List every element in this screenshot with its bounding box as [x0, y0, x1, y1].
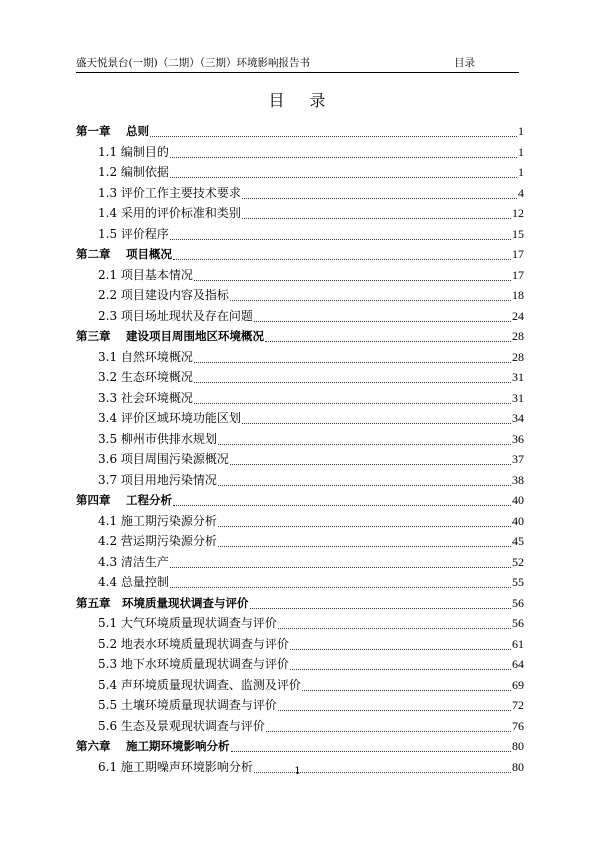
toc-entry-page: 69 [512, 677, 524, 692]
toc-entry-page: 40 [512, 513, 524, 528]
toc-chapter-entry[interactable] [76, 736, 524, 757]
toc-entry-title: 第六章 施工期环境影响分析 [76, 739, 230, 753]
dot-leader [278, 697, 511, 711]
dot-leader [194, 349, 511, 363]
toc-chapter-entry[interactable] [76, 593, 524, 614]
running-header [76, 55, 519, 71]
toc-title-char-2: 录 [309, 91, 327, 110]
toc-entry-title: 5.4 声环境质量现状调查、监测及评价 [98, 677, 301, 692]
toc-section-entry[interactable] [76, 224, 524, 245]
toc-entry-title: 3.4 评价区域环境功能区划 [98, 411, 241, 425]
toc-entry-page: 36 [512, 431, 524, 446]
toc-entry-page: 40 [512, 493, 524, 507]
toc-entry-title: 2.3 项目场址现状及存在问题 [98, 308, 253, 323]
dot-leader [218, 533, 511, 547]
toc-entry-title: 第三章 建设项目周围地区环境概况 [76, 329, 265, 343]
toc-section-entry[interactable] [76, 634, 524, 655]
header-section-label: 目录 [454, 57, 475, 69]
toc-entry-page: 18 [512, 288, 524, 302]
toc-entry-page: 52 [512, 554, 524, 569]
toc-chapter-entry[interactable] [76, 326, 524, 347]
toc-title [0, 91, 595, 111]
toc-entry-title: 1.1 编制目的 [98, 144, 169, 159]
dot-leader [170, 164, 517, 178]
toc-entry-page: 56 [512, 595, 524, 610]
toc-entry-page: 38 [512, 472, 524, 487]
toc-entry-title: 3.6 项目周围污染源概况 [98, 452, 229, 466]
toc-entry-title: 第五章 环境质量现状调查与评价 [76, 595, 249, 610]
dot-leader [194, 390, 511, 404]
dot-leader [231, 738, 511, 752]
toc-entry-title: 3.2 生态环境概况 [98, 370, 193, 384]
header-report-title: 盛天悦景台(一期)（二期）（三期）环境影响报告书 [76, 57, 310, 69]
toc-entry-page: 31 [512, 390, 524, 405]
toc-section-entry[interactable] [76, 654, 524, 675]
toc-entry-page: 17 [512, 267, 524, 282]
dot-leader [254, 308, 511, 322]
dot-leader [173, 246, 511, 260]
table-of-contents [76, 121, 524, 777]
toc-entry-title: 5.1 大气环境质量现状调查与评价 [98, 616, 277, 630]
toc-entry-title: 4.4 总量控制 [98, 575, 169, 589]
toc-section-entry[interactable] [76, 347, 524, 368]
page-number: 1 [294, 766, 301, 777]
toc-entry-title: 5.3 地下水环境质量现状调查与评价 [98, 657, 289, 671]
toc-entry-title: 4.1 施工期污染源分析 [98, 513, 217, 528]
toc-entry-title: 1.3 评价工作主要技术要求 [98, 185, 241, 200]
toc-entry-title: 2.2 项目建设内容及指标 [98, 288, 229, 302]
toc-section-entry[interactable] [76, 367, 524, 388]
toc-section-entry[interactable] [76, 408, 524, 429]
dot-leader [242, 185, 517, 199]
toc-entry-page: 76 [512, 718, 524, 733]
toc-entry-page: 4 [518, 185, 524, 200]
toc-entry-page: 34 [512, 411, 524, 425]
toc-entry-page: 1 [518, 124, 524, 138]
toc-section-entry[interactable] [76, 449, 524, 470]
dot-leader [170, 226, 511, 240]
toc-section-entry[interactable] [76, 613, 524, 634]
toc-entry-title: 3.5 柳州市供排水规划 [98, 431, 217, 446]
dot-leader [218, 431, 511, 445]
toc-entry-page: 72 [512, 698, 524, 712]
toc-entry-page: 28 [512, 329, 524, 343]
toc-entry-title: 5.5 土壤环境质量现状调查与评价 [98, 698, 277, 712]
toc-entry-page: 80 [512, 759, 524, 774]
toc-section-entry[interactable] [76, 511, 524, 532]
toc-entry-page: 17 [512, 247, 524, 261]
dot-leader [278, 615, 511, 629]
dot-leader [242, 410, 511, 424]
toc-entry-title: 4.3 清洁生产 [98, 554, 169, 569]
toc-entry-page: 61 [512, 636, 524, 651]
dot-leader [230, 451, 511, 465]
toc-section-entry[interactable] [76, 203, 524, 224]
dot-leader [194, 369, 511, 383]
toc-entry-page: 55 [512, 575, 524, 589]
toc-entry-page: 45 [512, 534, 524, 548]
dot-leader [194, 267, 511, 281]
toc-section-entry[interactable] [76, 162, 524, 183]
toc-section-entry[interactable] [76, 531, 524, 552]
toc-entry-page: 31 [512, 370, 524, 384]
toc-entry-title: 6.1 施工期噪声环境影响分析 [98, 759, 253, 774]
header-rule [76, 72, 519, 73]
toc-section-entry[interactable] [76, 572, 524, 593]
dot-leader [218, 472, 511, 486]
toc-entry-title: 第一章 总则 [76, 124, 150, 138]
dot-leader [290, 636, 511, 650]
toc-entry-page: 15 [512, 226, 524, 241]
toc-entry-title: 3.3 社会环境概况 [98, 390, 193, 405]
toc-section-entry[interactable] [76, 183, 524, 204]
toc-entry-title: 3.7 项目用地污染情况 [98, 472, 217, 487]
toc-entry-page: 28 [512, 349, 524, 364]
toc-entry-title: 1.5 评价程序 [98, 226, 169, 241]
toc-entry-title: 5.2 地表水环境质量现状调查与评价 [98, 636, 289, 651]
toc-title-char-1: 目 [268, 91, 286, 110]
toc-entry-title: 第二章 项目概况 [76, 247, 173, 261]
toc-chapter-entry[interactable] [76, 244, 524, 265]
toc-section-entry[interactable] [76, 265, 524, 286]
toc-entry-title: 4.2 营运期污染源分析 [98, 534, 217, 548]
dot-leader [150, 123, 517, 137]
dot-leader [218, 513, 511, 527]
toc-entry-page: 37 [512, 452, 524, 466]
dot-leader [265, 328, 511, 342]
dot-leader [302, 677, 511, 691]
toc-section-entry[interactable] [76, 142, 524, 163]
dot-leader [230, 287, 511, 301]
toc-entry-title: 5.6 生态及景观现状调查与评价 [98, 718, 265, 733]
dot-leader [266, 718, 511, 732]
toc-entry-title: 1.4 采用的评价标准和类别 [98, 206, 241, 220]
toc-entry-page: 1 [518, 165, 524, 179]
toc-chapter-entry[interactable] [76, 121, 524, 142]
toc-entry-page: 80 [512, 739, 524, 753]
toc-section-entry[interactable] [76, 388, 524, 409]
toc-entry-title: 3.1 自然环境概况 [98, 349, 193, 364]
toc-section-entry[interactable] [76, 429, 524, 450]
dot-leader [170, 144, 517, 158]
toc-entry-title: 1.2 编制依据 [98, 165, 169, 179]
dot-leader [173, 492, 511, 506]
toc-entry-title: 第四章 工程分析 [76, 493, 173, 507]
toc-entry-page: 56 [512, 616, 524, 630]
dot-leader [170, 554, 511, 568]
toc-entry-page: 24 [512, 308, 524, 323]
toc-section-entry[interactable] [76, 470, 524, 491]
dot-leader [290, 656, 511, 670]
toc-section-entry[interactable] [76, 695, 524, 716]
toc-section-entry[interactable] [76, 306, 524, 327]
toc-entry-page: 12 [512, 206, 524, 220]
toc-entry-title: 2.1 项目基本情况 [98, 267, 193, 282]
dot-leader [242, 205, 511, 219]
dot-leader [250, 595, 512, 609]
toc-section-entry[interactable] [76, 675, 524, 696]
dot-leader [170, 574, 511, 588]
toc-section-entry[interactable] [76, 716, 524, 737]
toc-entry-page: 1 [518, 144, 524, 159]
toc-section-entry[interactable] [76, 552, 524, 573]
toc-entry-page: 64 [512, 657, 524, 671]
toc-chapter-entry[interactable] [76, 490, 524, 511]
toc-section-entry[interactable] [76, 285, 524, 306]
